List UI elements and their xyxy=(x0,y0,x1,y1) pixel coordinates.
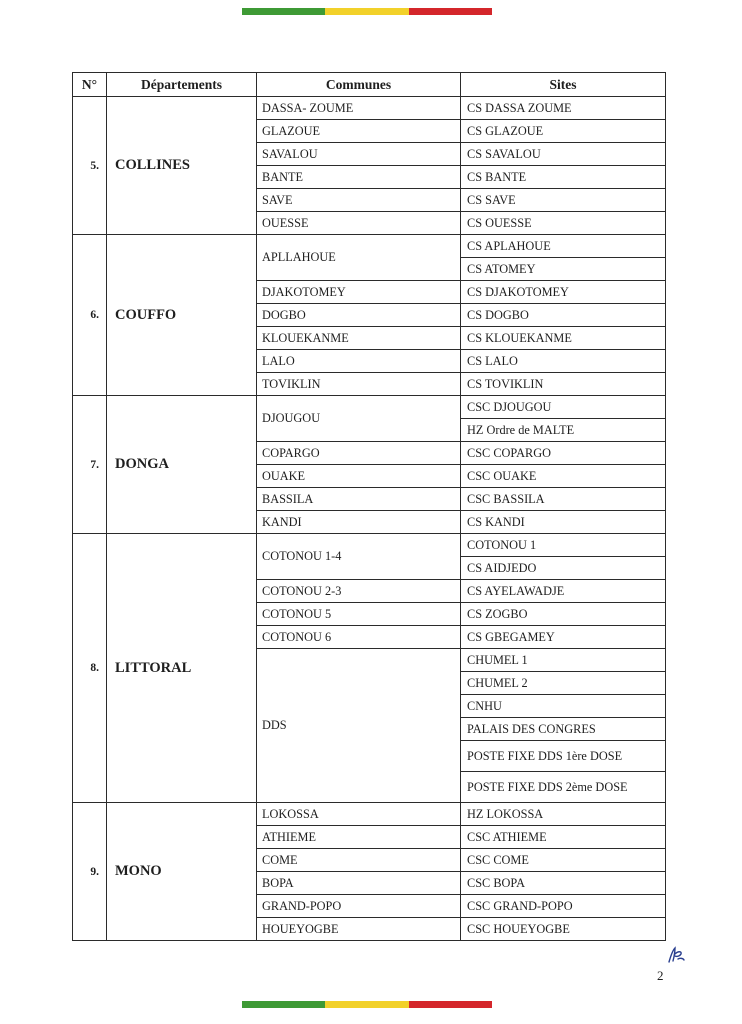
commune-name: COTONOU 2-3 xyxy=(257,580,461,603)
header-num: N° xyxy=(73,73,107,97)
site-name: CS DASSA ZOUME xyxy=(461,97,666,120)
department-name: DONGA xyxy=(107,396,257,534)
site-name: CS BANTE xyxy=(461,166,666,189)
flag-stripe-top xyxy=(242,8,492,15)
initials-signature-icon xyxy=(666,946,686,964)
flag-stripe-bottom xyxy=(242,1001,492,1008)
vaccination-sites-table xyxy=(72,72,666,941)
commune-name: OUAKE xyxy=(257,465,461,488)
site-name: CHUMEL 1 xyxy=(461,649,666,672)
commune-name: BASSILA xyxy=(257,488,461,511)
table-row xyxy=(73,534,666,557)
table-row xyxy=(73,803,666,826)
commune-name: OUESSE xyxy=(257,212,461,235)
flag-green-band xyxy=(242,1001,325,1008)
site-name: CS GLAZOUE xyxy=(461,120,666,143)
flag-yellow-band xyxy=(325,8,408,15)
commune-name: COME xyxy=(257,849,461,872)
commune-name: KLOUEKANME xyxy=(257,327,461,350)
site-name: COTONOU 1 xyxy=(461,534,666,557)
table-body xyxy=(73,97,666,941)
department-name: LITTORAL xyxy=(107,534,257,803)
site-name: POSTE FIXE DDS 1ère DOSE xyxy=(461,741,666,772)
site-name: CSC BASSILA xyxy=(461,488,666,511)
commune-name: DOGBO xyxy=(257,304,461,327)
site-name: CSC ATHIEME xyxy=(461,826,666,849)
commune-name: DJAKOTOMEY xyxy=(257,281,461,304)
site-name: CS OUESSE xyxy=(461,212,666,235)
site-name: CS APLAHOUE xyxy=(461,235,666,258)
header-departements: Départements xyxy=(107,73,257,97)
commune-name: ATHIEME xyxy=(257,826,461,849)
commune-name: GLAZOUE xyxy=(257,120,461,143)
site-name: PALAIS DES CONGRES xyxy=(461,718,666,741)
table-row xyxy=(73,97,666,120)
commune-name: LOKOSSA xyxy=(257,803,461,826)
site-name: CNHU xyxy=(461,695,666,718)
site-name: CS SAVALOU xyxy=(461,143,666,166)
site-name: CSC DJOUGOU xyxy=(461,396,666,419)
department-number: 5. xyxy=(73,97,107,235)
table-row xyxy=(73,235,666,258)
commune-name: APLLAHOUE xyxy=(257,235,461,281)
commune-name: COTONOU 6 xyxy=(257,626,461,649)
department-number: 8. xyxy=(73,534,107,803)
site-name: CSC OUAKE xyxy=(461,465,666,488)
commune-name: HOUEYOGBE xyxy=(257,918,461,941)
department-number: 9. xyxy=(73,803,107,941)
commune-name: LALO xyxy=(257,350,461,373)
commune-name: COPARGO xyxy=(257,442,461,465)
site-name: CS ATOMEY xyxy=(461,258,666,281)
site-name: CS AYELAWADJE xyxy=(461,580,666,603)
commune-name: GRAND-POPO xyxy=(257,895,461,918)
site-name: CSC BOPA xyxy=(461,872,666,895)
site-name: CSC HOUEYOGBE xyxy=(461,918,666,941)
commune-name: BANTE xyxy=(257,166,461,189)
commune-name: DASSA- ZOUME xyxy=(257,97,461,120)
site-name: CSC COPARGO xyxy=(461,442,666,465)
department-name: COUFFO xyxy=(107,235,257,396)
flag-red-band xyxy=(409,8,492,15)
site-name: CS ZOGBO xyxy=(461,603,666,626)
commune-name: SAVALOU xyxy=(257,143,461,166)
flag-yellow-band xyxy=(325,1001,408,1008)
site-name: CS KLOUEKANME xyxy=(461,327,666,350)
department-name: COLLINES xyxy=(107,97,257,235)
header-sites: Sites xyxy=(461,73,666,97)
header-communes: Communes xyxy=(257,73,461,97)
site-name: CS DJAKOTOMEY xyxy=(461,281,666,304)
department-number: 7. xyxy=(73,396,107,534)
commune-name: BOPA xyxy=(257,872,461,895)
site-name: CS TOVIKLIN xyxy=(461,373,666,396)
page-number: 2 xyxy=(657,968,664,983)
commune-name: COTONOU 5 xyxy=(257,603,461,626)
commune-name: KANDI xyxy=(257,511,461,534)
commune-name: SAVE xyxy=(257,189,461,212)
department-name: MONO xyxy=(107,803,257,941)
commune-name: COTONOU 1-4 xyxy=(257,534,461,580)
site-name: HZ LOKOSSA xyxy=(461,803,666,826)
commune-name: DJOUGOU xyxy=(257,396,461,442)
table-header-row xyxy=(73,73,666,97)
site-name: HZ Ordre de MALTE xyxy=(461,419,666,442)
site-name: CS AIDJEDO xyxy=(461,557,666,580)
table-row xyxy=(73,396,666,419)
department-number: 6. xyxy=(73,235,107,396)
site-name: CS DOGBO xyxy=(461,304,666,327)
site-name: POSTE FIXE DDS 2ème DOSE xyxy=(461,772,666,803)
commune-name: DDS xyxy=(257,649,461,803)
site-name: CS SAVE xyxy=(461,189,666,212)
site-name: CSC GRAND-POPO xyxy=(461,895,666,918)
flag-green-band xyxy=(242,8,325,15)
site-name: CHUMEL 2 xyxy=(461,672,666,695)
site-name: CS LALO xyxy=(461,350,666,373)
site-name: CS KANDI xyxy=(461,511,666,534)
site-name: CS GBEGAMEY xyxy=(461,626,666,649)
site-name: CSC COME xyxy=(461,849,666,872)
commune-name: TOVIKLIN xyxy=(257,373,461,396)
flag-red-band xyxy=(409,1001,492,1008)
